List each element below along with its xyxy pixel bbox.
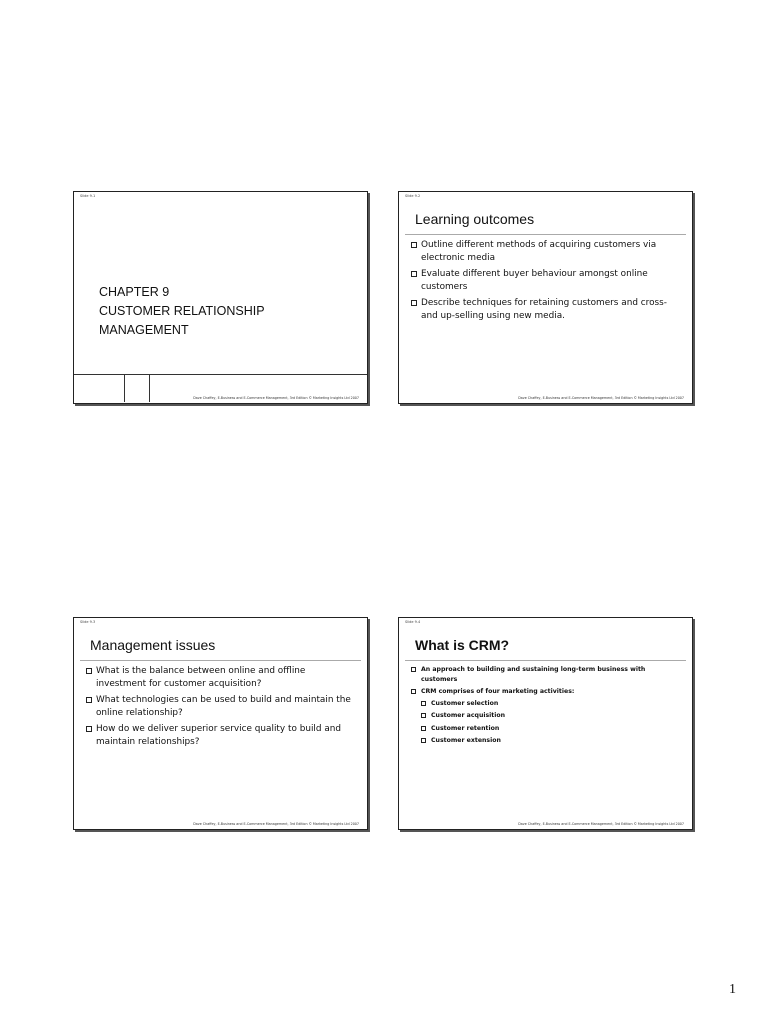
slide-number: Slide 9.1 xyxy=(80,194,96,198)
chapter-line: MANAGEMENT xyxy=(99,323,189,337)
list-item: Outline different methods of acquiring customers via electronic media xyxy=(411,239,682,264)
list-item: How do we deliver superior service quality to build and maintain relationships? xyxy=(86,723,357,748)
title-divider xyxy=(405,660,686,661)
slide-footer: Dave Chaffey, E-Business and E-Commerce Management, 3rd Edition © Marketing Insights Ltd 2007 xyxy=(193,822,359,826)
sub-list-item: Customer extension xyxy=(421,736,682,746)
bullet-list xyxy=(411,239,682,326)
slide-3 xyxy=(73,617,368,830)
chapter-line: CHAPTER 9 xyxy=(99,285,170,299)
slide-title: What is CRM? xyxy=(415,637,510,653)
slide-title: Learning outcomes xyxy=(415,211,535,227)
slide-2 xyxy=(398,191,693,404)
slide-footer: Dave Chaffey, E-Business and E-Commerce Management, 3rd Edition © Marketing Insights Ltd 2007 xyxy=(193,396,359,400)
slide-title: Management issues xyxy=(90,637,216,653)
sub-list-item: Customer selection xyxy=(421,699,682,709)
slide-number: Slide 9.3 xyxy=(80,620,96,624)
footer-box xyxy=(74,375,125,402)
chapter-title xyxy=(99,283,265,340)
sub-list-item: Customer retention xyxy=(421,724,682,734)
list-item: Evaluate different buyer behaviour amongst online customers xyxy=(411,268,682,293)
slide-1 xyxy=(73,191,368,404)
footer-box xyxy=(124,375,150,402)
title-divider xyxy=(405,234,686,235)
list-item-text: CRM comprises of four marketing activities: xyxy=(421,688,575,695)
list-item: What is the balance between online and offline investment for customer acquisition? xyxy=(86,665,357,690)
slide-number: Slide 9.2 xyxy=(405,194,421,198)
list-item: What technologies can be used to build and maintain the online relationship? xyxy=(86,694,357,719)
sub-list-item: Customer acquisition xyxy=(421,711,682,721)
bullet-list xyxy=(411,665,682,749)
slide-4 xyxy=(398,617,693,830)
slide-footer: Dave Chaffey, E-Business and E-Commerce Management, 3rd Edition © Marketing Insights Ltd 2007 xyxy=(518,822,684,826)
page-number: 1 xyxy=(729,982,736,997)
bullet-list xyxy=(86,665,357,752)
title-divider xyxy=(80,660,361,661)
slide-footer: Dave Chaffey, E-Business and E-Commerce Management, 3rd Edition © Marketing Insights Ltd 2007 xyxy=(518,396,684,400)
list-item xyxy=(411,687,682,746)
slide-number: Slide 9.4 xyxy=(405,620,421,624)
list-item: An approach to building and sustaining long-term business with customers xyxy=(411,665,682,684)
chapter-line: CUSTOMER RELATIONSHIP xyxy=(99,304,265,318)
list-item: Describe techniques for retaining customers and cross- and up-selling using new media. xyxy=(411,297,682,322)
sub-bullet-list xyxy=(421,699,682,746)
